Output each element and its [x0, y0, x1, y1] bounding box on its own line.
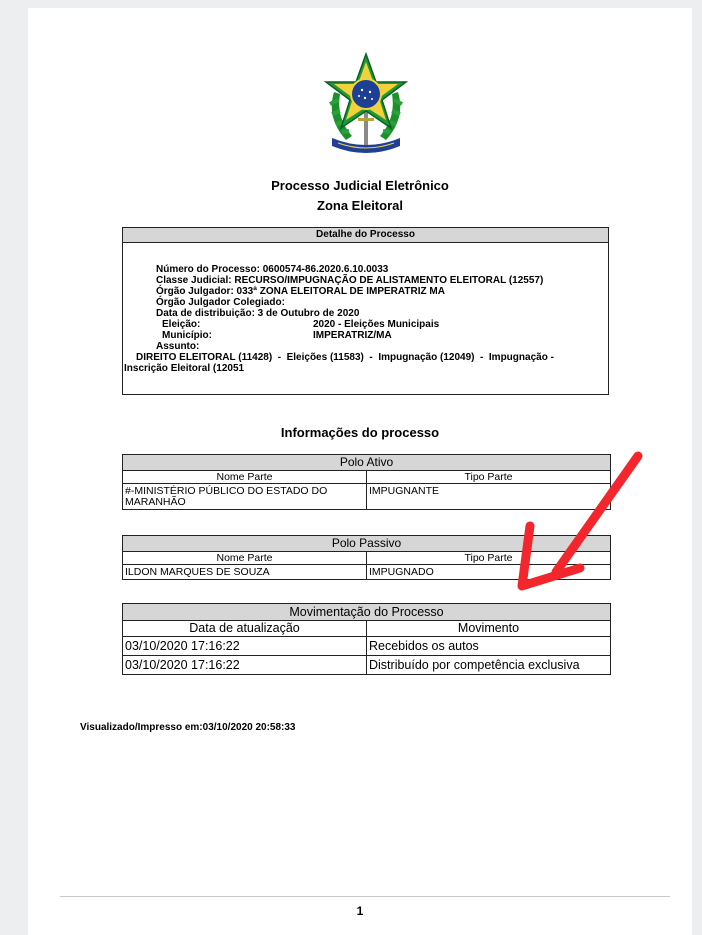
movimentacao-heading: Movimentação do Processo	[123, 604, 611, 621]
classe-judicial: Classe Judicial: RECURSO/IMPUGNAÇÃO DE ALISTAMENTO ELEITORAL (12557)	[156, 275, 544, 286]
table-row	[123, 637, 611, 656]
red-arrow-icon	[508, 444, 678, 594]
eleicao-value: 2020 - Eleições Municipais	[313, 319, 440, 330]
polo-passivo-heading: Polo Passivo	[123, 536, 611, 552]
movimento-cell: Recebidos os autos	[367, 637, 611, 656]
document-title: Processo Judicial Eletrônico	[271, 178, 449, 193]
municipio-label: Município:	[162, 330, 212, 341]
orgao-julgador: Órgão Julgador: 033ª ZONA ELEITORAL DE IMPERATRIZ MA	[156, 286, 445, 297]
document-subtitle: Zona Eleitoral	[317, 198, 403, 213]
municipio-value: IMPERATRIZ/MA	[313, 330, 392, 341]
eleicao-label: Eleição:	[162, 319, 201, 330]
tipo-parte-cell: IMPUGNANTE	[367, 484, 611, 510]
data-cell: 03/10/2020 17:16:22	[123, 637, 367, 656]
assunto-line-2: Inscrição Eleitoral (12051	[124, 363, 245, 374]
data-distribuicao: Data de distribuição: 3 de Outubro de 2020	[156, 308, 360, 319]
numero-processo: Número do Processo: 0600574-86.2020.6.10.0033	[156, 264, 389, 275]
orgao-julgador-colegiado: Órgão Julgador Colegiado:	[156, 297, 285, 308]
column-header-nome: Nome Parte	[123, 552, 367, 565]
assunto-label: Assunto:	[156, 341, 200, 352]
column-header-tipo: Tipo Parte	[367, 552, 611, 565]
assunto-line-1: DIREITO ELEITORAL (11428) - Eleições (11583) - Impugnação (12049) - Impugnação -	[136, 352, 554, 363]
column-header-nome: Nome Parte	[123, 471, 367, 484]
table-row	[123, 656, 611, 675]
polo-ativo-heading: Polo Ativo	[123, 455, 611, 471]
footer-divider	[60, 896, 670, 897]
brazil-coat-of-arms-icon	[320, 52, 412, 158]
nome-parte-cell: #-MINISTÉRIO PÚBLICO DO ESTADO DO MARANHÃO	[123, 484, 367, 510]
movimentacao-table	[122, 603, 611, 675]
document-page	[28, 8, 692, 935]
page-number: 1	[356, 904, 364, 918]
nome-parte-cell: ILDON MARQUES DE SOUZA	[123, 565, 367, 580]
column-header-movimento: Movimento	[367, 621, 611, 637]
printed-timestamp: Visualizado/Impresso em:03/10/2020 20:58:33	[80, 722, 296, 733]
column-header-tipo: Tipo Parte	[367, 471, 611, 484]
data-cell: 03/10/2020 17:16:22	[123, 656, 367, 675]
detalhe-heading: Detalhe do Processo	[123, 228, 608, 243]
movimento-cell: Distribuído por competência exclusiva	[367, 656, 611, 675]
informacoes-title: Informações do processo	[280, 425, 440, 440]
tipo-parte-cell: IMPUGNADO	[367, 565, 611, 580]
detalhe-do-processo-box	[122, 227, 609, 395]
column-header-data: Data de atualização	[123, 621, 367, 637]
